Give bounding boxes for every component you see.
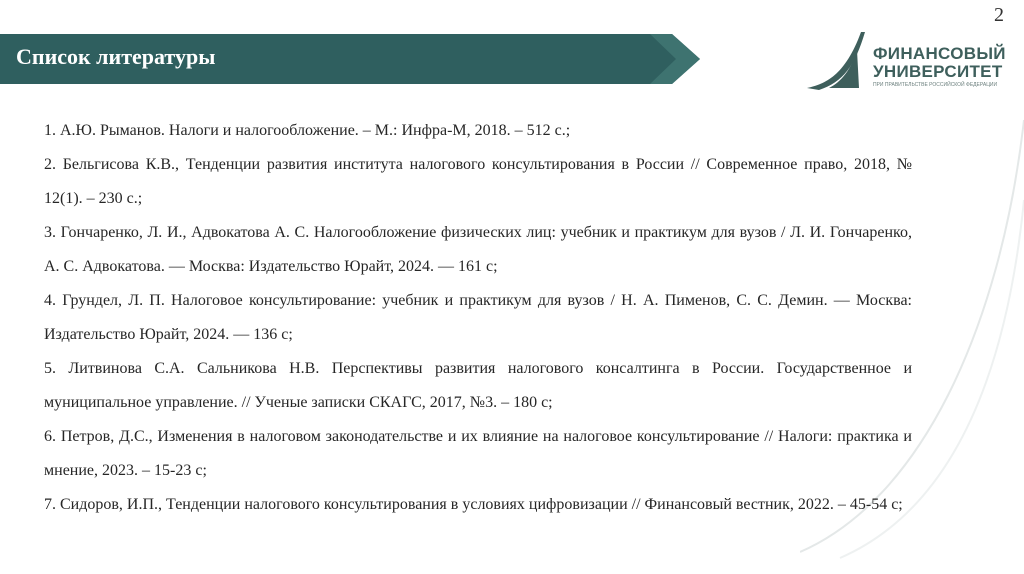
- reference-item: 3. Гончаренко, Л. И., Адвокатова А. С. Налогообложение физических лиц: учебник и практикум для вузов / Л. И. Гончаренко, А. С. Адвокатова. — Москва: Издательство Юрайт, 2024. — 161 с;: [44, 224, 912, 275]
- slide-title: Список литературы: [16, 44, 216, 69]
- logo-text-line1: ФИНАНСОВЫЙ: [873, 44, 1006, 63]
- reference-item: 7. Сидоров, И.П., Тенденции налогового консультирования в условиях цифровизации // Финансовый вестник, 2022. – 45-54 с;: [44, 496, 903, 513]
- reference-item: 5. Литвинова С.А. Сальникова Н.В. Перспективы развития налогового консалтинга в России. Государственное и муниципальное управление. // Ученые записки СКАГС, 2017, №3. – 180 с;: [44, 360, 912, 411]
- page-number: 2: [994, 4, 1004, 26]
- reference-list: [44, 114, 912, 522]
- reference-item: 2. Бельгисова К.В., Тенденции развития института налогового консультирования в России // Современное право, 2018, № 12(1). – 230 с.;: [44, 156, 912, 207]
- reference-item: 4. Грундел, Л. П. Налоговое консультирование: учебник и практикум для вузов / Н. А. Пименов, С. С. Демин. — Москва: Издательство Юрайт, 2024. — 136 с;: [44, 292, 912, 343]
- logo-text-line3: ПРИ ПРАВИТЕЛЬСТВЕ РОССИЙСКОЙ ФЕДЕРАЦИИ: [873, 82, 998, 88]
- reference-item: 6. Петров, Д.С., Изменения в налоговом законодательстве и их влияние на налоговое консультирование // Налоги: практика и мнение, 2023. – 15-23 с;: [44, 428, 912, 479]
- title-banner: [0, 34, 700, 84]
- reference-item: 1. А.Ю. Рыманов. Налоги и налогообложение. – М.: Инфра-М, 2018. – 512 с.;: [44, 122, 571, 139]
- logo-text-line2: УНИВЕРСИТЕТ: [873, 62, 1003, 81]
